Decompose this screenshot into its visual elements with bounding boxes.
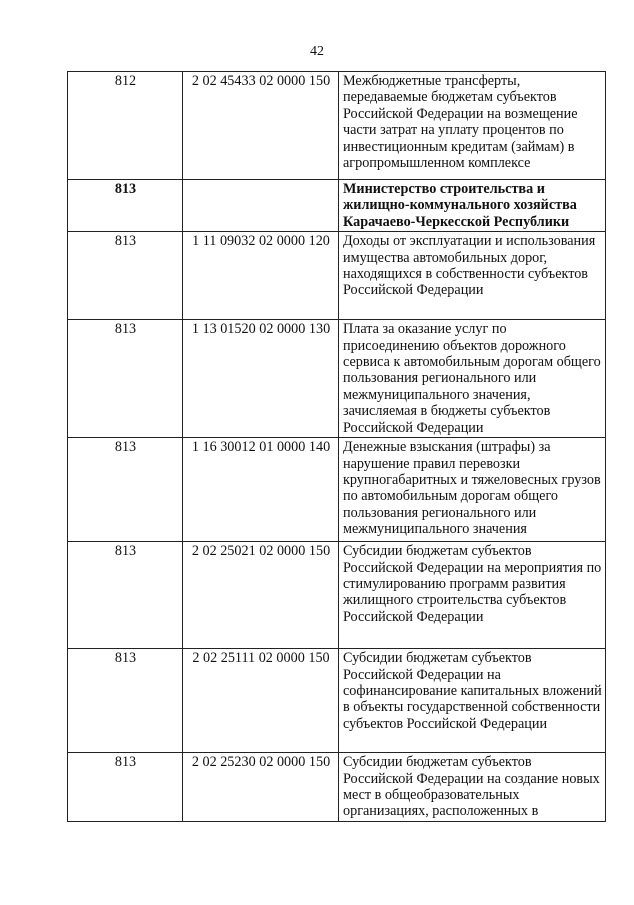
revenue-name-cell: Денежные взыскания (штрафы) за нарушение правил перевозки крупногабаритных и тяжеловесных грузов по автомобильным дорогам общего пользования регионального или межмуниципального значения (339, 438, 606, 542)
table-row (68, 438, 606, 542)
revenue-name-cell: Плата за оказание услуг по присоединению объектов дорожного сервиса к автомобильным дорогам общего пользования регионального или межмуниципального значения, зачисляемая в бюджеты субъектов Российской Федерации (339, 320, 606, 438)
revenue-name-cell: Субсидии бюджетам субъектов Российской Федерации на софинансирование капитальных вложений в объекты государственной собственности субъектов Российской Федерации (339, 649, 606, 753)
admin-code-cell: 813 (68, 649, 183, 753)
admin-code-cell: 813 (68, 232, 183, 320)
budget-code-cell: 2 02 45433 02 0000 150 (183, 72, 339, 180)
page-number: 42 (310, 44, 324, 59)
admin-code-cell: 813 (68, 438, 183, 542)
admin-code-cell: 813 (68, 180, 183, 232)
revenue-name-cell: Межбюджетные трансферты, передаваемые бюджетам субъектов Российской Федерации на возмещение части затрат на уплату процентов по инвестиционным кредитам (займам) в агропромышленном комплексе (339, 72, 606, 180)
admin-code-cell: 813 (68, 753, 183, 822)
table-row (68, 72, 606, 180)
admin-code-cell: 813 (68, 542, 183, 649)
admin-code-cell: 812 (68, 72, 183, 180)
budget-code-cell: 2 02 25021 02 0000 150 (183, 542, 339, 649)
budget-code-cell: 1 16 30012 01 0000 140 (183, 438, 339, 542)
revenue-codes-table (67, 71, 606, 822)
budget-code-cell (183, 180, 339, 232)
admin-code-cell: 813 (68, 320, 183, 438)
ministry-name-cell: Министерство строительства и жилищно-коммунального хозяйства Карачаево-Черкесской Республики (339, 180, 606, 232)
budget-code-cell: 1 11 09032 02 0000 120 (183, 232, 339, 320)
table-row (68, 649, 606, 753)
table-row (68, 753, 606, 822)
table-row (68, 232, 606, 320)
budget-code-cell: 2 02 25230 02 0000 150 (183, 753, 339, 822)
revenue-name-cell: Субсидии бюджетам субъектов Российской Федерации на создание новых мест в общеобразовательных организациях, расположенных в (339, 753, 606, 822)
budget-code-cell: 2 02 25111 02 0000 150 (183, 649, 339, 753)
revenue-name-cell: Субсидии бюджетам субъектов Российской Федерации на мероприятия по стимулированию программ развития жилищного строительства субъектов Российской Федерации (339, 542, 606, 649)
table-row (68, 542, 606, 649)
table-row (68, 180, 606, 232)
budget-code-cell: 1 13 01520 02 0000 130 (183, 320, 339, 438)
revenue-name-cell: Доходы от эксплуатации и использования имущества автомобильных дорог, находящихся в собственности субъектов Российской Федерации (339, 232, 606, 320)
table-row (68, 320, 606, 438)
